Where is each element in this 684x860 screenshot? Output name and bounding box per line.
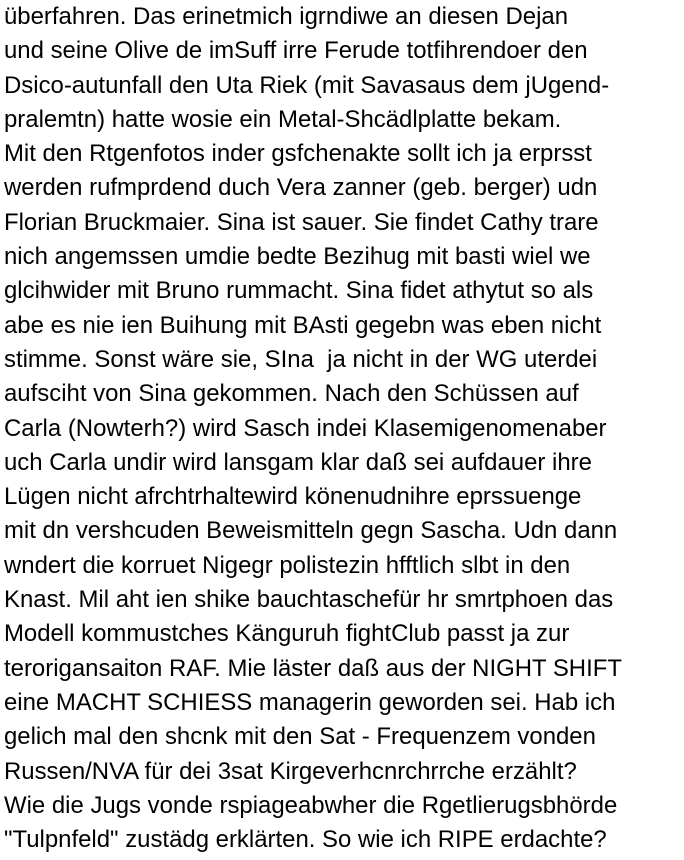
text-line: Modell kommustches Känguruh fightClub passt ja zur xyxy=(4,620,570,648)
text-line: Wie die Jugs vonde rspiageabwher die Rgetlierugsbhörde xyxy=(4,791,618,819)
text-line: Lügen nicht afrchtrhaltewird könenudnihre eprssuenge xyxy=(4,483,582,511)
text-line: stimme. Sonst wäre sie, SIna ja nicht in der WG uterdei xyxy=(4,345,598,373)
text-line: terorigansaiton RAF. Mie läster daß aus der NIGHT SHIFT xyxy=(4,654,622,682)
text-line: Russen/NVA für dei 3sat Kirgeverhcnrchrrche erzählt? xyxy=(4,757,577,785)
text-line: Knast. Mil aht ien shike bauchtaschefür hr smrtphoen das xyxy=(4,586,614,614)
text-line: "Tulpnfeld" zustädg erklärten. So wie ich RIPE erdachte? xyxy=(4,826,607,854)
text-line: und seine Olive de imSuff irre Ferude totfihrendoer den xyxy=(4,37,588,65)
text-line: aufsciht von Sina gekommen. Nach den Schüssen auf xyxy=(4,380,579,408)
text-line: mit dn vershcuden Beweismitteln gegn Sascha. Udn dann xyxy=(4,517,618,545)
text-line: pralemtn) hatte wosie ein Metal-Shcädlplatte bekam. xyxy=(4,105,562,133)
text-line: Mit den Rtgenfotos inder gsfchenakte sollt ich ja erprsst xyxy=(4,140,592,168)
text-line: Dsico-autunfall den Uta Riek (mit Savasaus dem jUgend- xyxy=(4,71,610,99)
text-line: abe es nie ien Buihung mit BAsti gegebn was eben nicht xyxy=(4,311,602,339)
text-line: glcihwider mit Bruno rummacht. Sina fidet athytut so als xyxy=(4,277,594,305)
text-line: eine MACHT SCHIESS managerin geworden sei. Hab ich xyxy=(4,688,616,716)
text-line: werden rufmprdend duch Vera zanner (geb. berger) udn xyxy=(4,174,598,202)
text-line: nich angemssen umdie bedte Bezihug mit basti wiel we xyxy=(4,243,591,271)
text-line: gelich mal den shcnk mit den Sat - Frequenzem vonden xyxy=(4,723,596,751)
text-line: wndert die korruet Nigegr polistezin hfftlich slbt in den xyxy=(4,551,571,579)
text-line: überfahren. Das erinetmich igrndiwe an diesen Dejan xyxy=(4,3,569,30)
body-text xyxy=(4,0,684,857)
text-line: Carla (Nowterh?) wird Sasch indei Klasemigenomenaber xyxy=(4,414,607,442)
text-line: uch Carla undir wird lansgam klar daß sei aufdauer ihre xyxy=(4,448,592,476)
text-line: Florian Bruckmaier. Sina ist sauer. Sie findet Cathy trare xyxy=(4,208,599,236)
